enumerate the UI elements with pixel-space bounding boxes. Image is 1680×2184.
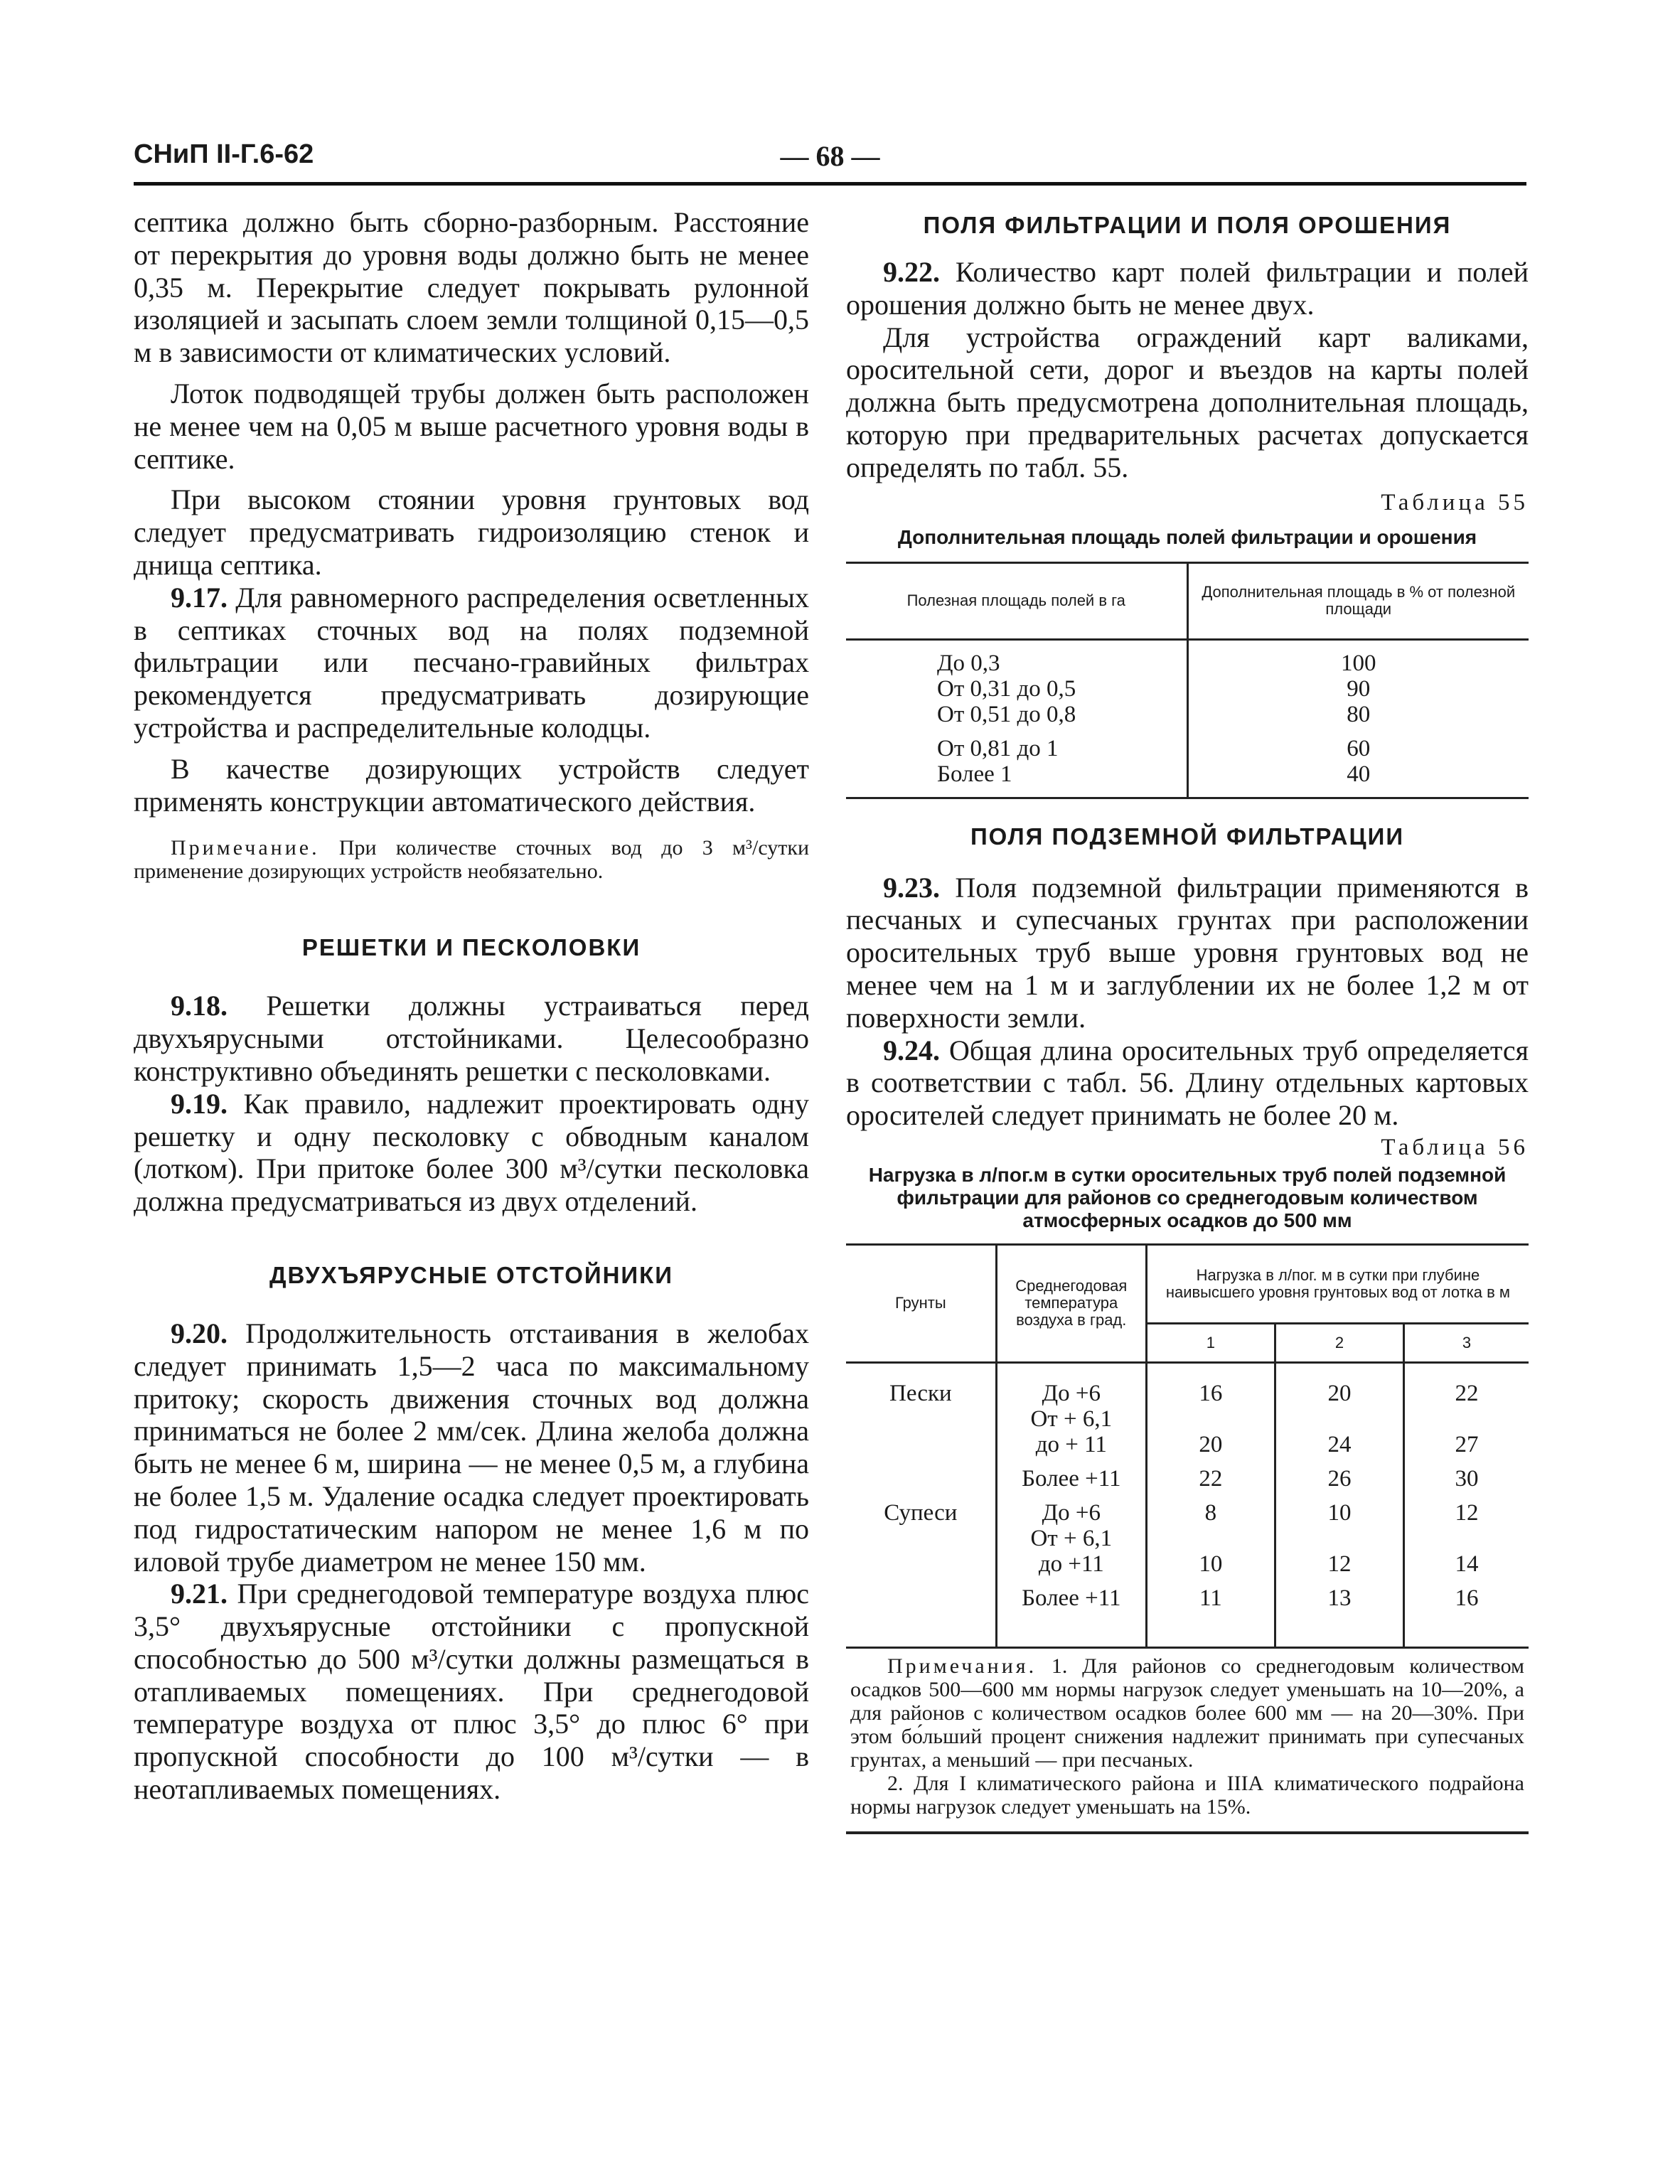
clause-number: 9.22.	[883, 256, 940, 288]
table-cell: От + 6,1	[996, 1406, 1146, 1432]
clause-text: Продолжительность отстаивания в желобах следует принимать 1,5—2 часа по максимальному притоку; скорость движения сточных вод должна приниматься не более 2 мм/сек. Длина желоба должна быть не менее 6 м, ширина — не менее 0,5 м, а глубина не более 1,5 м. Удаление осадка следует проектировать под гидростатическим напором не менее 1,6 м по иловой трубе диаметром не менее 150 мм.	[134, 1317, 810, 1578]
clause-9-23	[846, 872, 1529, 1034]
table-row	[846, 727, 1529, 761]
clause-text: При среднегодовой температуре воздуха плюс 3,5° двухъярусные отстойники с пропускной способностью до 500 м³/сутки должны размещаться в отапливаемых помещениях. При среднегодовой температуре воздуха от плюс 3,5° до плюс 6° при пропускной способности до 100 м³/сутки — в неотапливаемых помещениях.	[134, 1578, 809, 1806]
table-cell	[1404, 1406, 1529, 1432]
clause-9-17	[134, 582, 809, 744]
table-cell	[846, 1457, 996, 1492]
table-cell: 10	[1146, 1551, 1275, 1577]
clause-9-21	[134, 1578, 809, 1806]
clause-text: Как правило, надлежит проектировать одну решетку и одну песколовку с обводным каналом (лотком). При притоке более 300 м³/сутки песколовка должна предусматриваться из двух отделений.	[134, 1087, 809, 1218]
table-row	[846, 1492, 1529, 1526]
note-label: Примечания.	[887, 1654, 1037, 1678]
section-heading: ПОЛЯ ПОДЗЕМНОЙ ФИЛЬТРАЦИИ	[970, 823, 1405, 850]
note-label: Примечание.	[171, 836, 320, 860]
table-cell: 27	[1404, 1432, 1529, 1457]
paragraph: Лоток подводящей трубы должен быть расположен не менее чем на 0,05 м выше расчетного уровня воды в септике.	[134, 377, 809, 475]
table-cell: 13	[1275, 1577, 1403, 1648]
table-row	[846, 1577, 1529, 1648]
clause-number: 9.24.	[883, 1034, 940, 1066]
table-cell: 12	[1275, 1551, 1403, 1577]
table-55	[846, 562, 1529, 799]
clause-number: 9.20.	[171, 1317, 228, 1349]
table-header-cell: 3	[1404, 1323, 1529, 1362]
table-header-row	[846, 1244, 1529, 1323]
table-row	[846, 702, 1529, 727]
table-cell: 10	[1275, 1492, 1403, 1526]
clause-number: 9.23.	[883, 871, 940, 904]
table-cell	[846, 1551, 996, 1577]
table-cell: От 0,51 до 0,8	[846, 702, 1187, 727]
table-cell	[846, 1406, 996, 1432]
section-heading: ДВУХЪЯРУСНЫЕ ОТСТОЙНИКИ	[269, 1261, 673, 1288]
table-header-cell: Среднегодовая температура воздуха в град.	[996, 1244, 1146, 1362]
clause-9-20	[134, 1317, 809, 1578]
left-column	[134, 206, 809, 1806]
table-cell: до +11	[996, 1551, 1146, 1577]
note	[134, 836, 809, 883]
table-cell	[846, 1526, 996, 1551]
table-note	[850, 1654, 1524, 1772]
table-row	[846, 1551, 1529, 1577]
table-cell	[1275, 1406, 1403, 1432]
table-notes	[846, 1647, 1529, 1833]
clause-text: Количество карт полей фильтрации и полей орошения должно быть не менее двух.	[846, 256, 1529, 321]
table-cell: От 0,31 до 0,5	[846, 676, 1187, 702]
table-row	[846, 676, 1529, 702]
table-cell: 8	[1146, 1492, 1275, 1526]
table-cell: Более 1	[846, 761, 1187, 798]
table-cell: Более +11	[996, 1457, 1146, 1492]
clause-number: 9.17.	[171, 581, 228, 614]
table-cell: Супеси	[846, 1492, 996, 1526]
table-cell: 60	[1187, 727, 1529, 761]
table-cell: 24	[1275, 1432, 1403, 1457]
table-row	[846, 1526, 1529, 1551]
table-note: 2. Для I климатического района и IIIА климатического подрайона нормы нагрузок следует уменьшать на 15%.	[850, 1771, 1524, 1819]
table-cell	[1146, 1526, 1275, 1551]
table-header-cell: 1	[1146, 1323, 1275, 1362]
note-text: 1. Для районов со среднегодовым количеством осадков 500—600 мм нормы нагрузок следует уменьшать на 10—20%, а для районов с количеством осадков более 600 мм — на 20—30%. При этом бо́льший процент снижения надлежит принимать при супесчаных грунтах, а меньший — при песчаных.	[850, 1654, 1524, 1772]
clause-text: Поля подземной фильтрации применяются в песчаных и супесчаных грунтах при расположении оросительных труб выше уровня грунтовых вод не менее чем на 1 м и заглублении их не более 1,2 м от поверхности земли.	[846, 871, 1529, 1034]
table-header-cell: Нагрузка в л/пог. м в сутки при глубине наивысшего уровня грунтовых вод от лотка в м	[1146, 1244, 1529, 1323]
table-cell: 26	[1275, 1457, 1403, 1492]
table-cell: 100	[1187, 639, 1529, 676]
table-row	[846, 1457, 1529, 1492]
table-row	[846, 639, 1529, 676]
table-label: Таблица 55	[1381, 489, 1529, 515]
table-cell: До +6	[996, 1492, 1146, 1526]
table-cell: От + 6,1	[996, 1526, 1146, 1551]
table-cell: До +6	[996, 1362, 1146, 1406]
table-label: Таблица 56	[1381, 1134, 1529, 1160]
table-row	[846, 761, 1529, 798]
table-row	[846, 1406, 1529, 1432]
note-text: При количестве сточных вод до 3 м³/сутки применение дозирующих устройств необязательно.	[134, 836, 809, 884]
table-cell: 16	[1404, 1577, 1529, 1648]
document-code: СНиП II-Г.6-62	[134, 139, 314, 169]
paragraph: Для устройства ограждений карт валиками, оросительной сети, дорог и въездов на карты полей должна быть предусмотрена дополнительная площадь, которую при предварительных расчетах допускается определять по табл. 55.	[846, 321, 1529, 483]
section-heading: РЕШЕТКИ И ПЕСКОЛОВКИ	[301, 934, 641, 961]
clause-9-22	[846, 256, 1529, 321]
table-cell: 22	[1404, 1362, 1529, 1406]
table-header-cell: Дополнительная площадь в % от полезной площади	[1187, 562, 1529, 639]
table-notes-row	[846, 1647, 1529, 1833]
table-cell: 90	[1187, 676, 1529, 702]
table-caption: Нагрузка в л/пог.м в сутки оросительных труб полей подземной фильтрации для районов со среднегодовым количеством атмосферных осадков до 500 мм	[868, 1163, 1507, 1231]
table-cell: 12	[1404, 1492, 1529, 1526]
table-cell	[1404, 1526, 1529, 1551]
table-cell: 14	[1404, 1551, 1529, 1577]
table-header-cell: Полезная площадь полей в га	[846, 562, 1187, 639]
table-cell: 11	[1146, 1577, 1275, 1648]
page-number: — 68 —	[780, 140, 880, 172]
table-cell: Пески	[846, 1362, 996, 1406]
table-header-cell: 2	[1275, 1323, 1403, 1362]
paragraph: В качестве дозирующих устройств следует применять конструкции автоматического действия.	[134, 752, 809, 818]
clause-9-19	[134, 1088, 809, 1218]
paragraph: септика должно быть сборно-разборным. Расстояние от перекрытия до уровня воды должно быть не менее 0,35 м. Перекрытие следует покрывать рулонной изоляцией и засыпать слоем земли толщиной 0,15—0,5 м в зависимости от климатических условий.	[134, 206, 809, 369]
clause-9-24	[846, 1034, 1529, 1132]
table-header-cell: Грунты	[846, 1244, 996, 1362]
table-cell	[1146, 1406, 1275, 1432]
table-row	[846, 1432, 1529, 1457]
table-cell: 80	[1187, 702, 1529, 727]
table-header-row	[846, 562, 1529, 639]
table-cell: 30	[1404, 1457, 1529, 1492]
clause-number: 9.21.	[171, 1578, 228, 1610]
table-cell: 22	[1146, 1457, 1275, 1492]
clause-text: Для равномерного распределения осветленных в септиках сточных вод на полях подземной фильтрации или песчано-гравийных фильтрах рекомендуется предусматривать дозирующие устройства и распределительные колодцы.	[134, 581, 810, 744]
table-caption: Дополнительная площадь полей фильтрации и орошения	[897, 525, 1477, 548]
clause-number: 9.18.	[171, 990, 228, 1022]
table-cell: До 0,3	[846, 639, 1187, 676]
table-cell: Более +11	[996, 1577, 1146, 1648]
table-cell	[1275, 1526, 1403, 1551]
table-cell	[846, 1577, 996, 1648]
clause-number: 9.19.	[171, 1087, 228, 1120]
clause-text: Общая длина оросительных труб определяется в соответствии с табл. 56. Длину отдельных картовых оросителей следует принимать не более 20 м.	[846, 1034, 1529, 1132]
table-row	[846, 1362, 1529, 1406]
table-cell: 20	[1275, 1362, 1403, 1406]
table-cell: до + 11	[996, 1432, 1146, 1457]
clause-text: Решетки должны устраиваться перед двухъярусными отстойниками. Целесообразно конструктивно объединять решетки с песколовками.	[134, 990, 809, 1087]
right-column	[846, 206, 1529, 1834]
section-heading: ПОЛЯ ФИЛЬТРАЦИИ И ПОЛЯ ОРОШЕНИЯ	[923, 212, 1452, 238]
table-cell: 16	[1146, 1362, 1275, 1406]
paragraph: При высоком стоянии уровня грунтовых вод следует предусматривать гидроизоляцию стенок и днища септика.	[134, 483, 809, 581]
table-56	[846, 1243, 1529, 1834]
table-cell	[846, 1432, 996, 1457]
table-cell: От 0,81 до 1	[846, 727, 1187, 761]
table-cell: 40	[1187, 761, 1529, 798]
page-header	[134, 139, 1526, 186]
clause-9-18	[134, 990, 809, 1087]
table-cell: 20	[1146, 1432, 1275, 1457]
